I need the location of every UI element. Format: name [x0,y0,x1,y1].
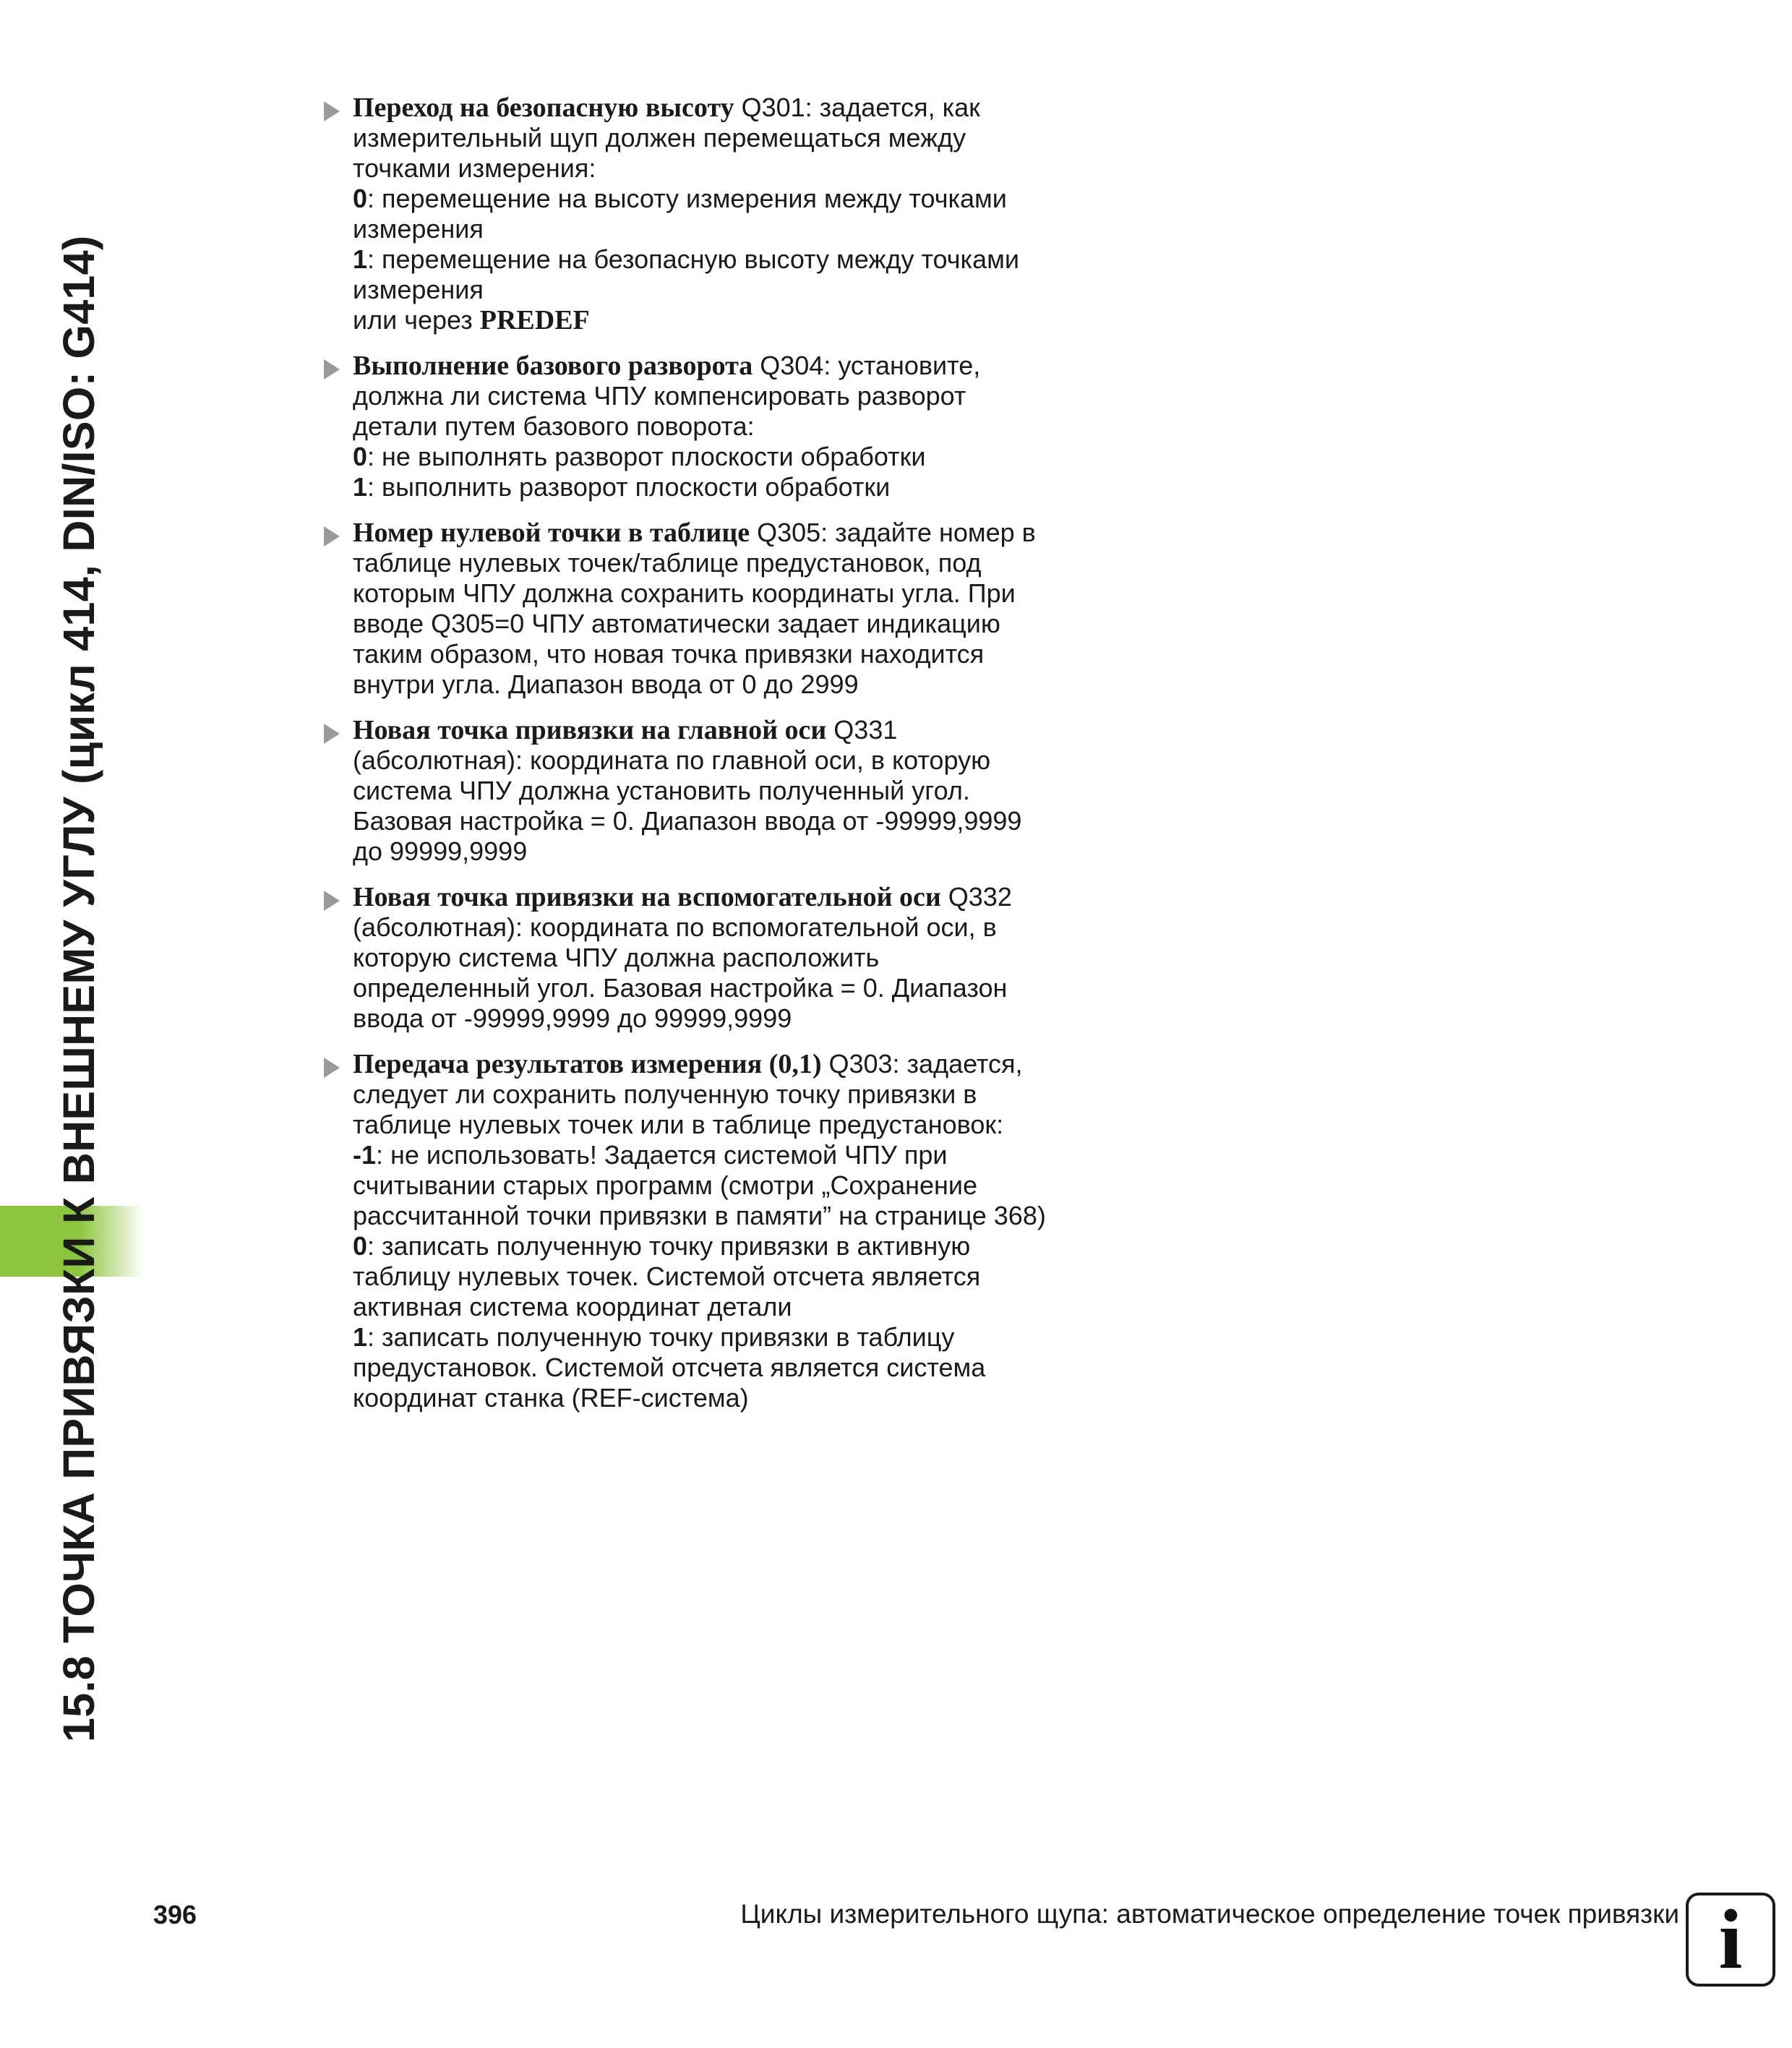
param-intro: (абсолютная): координата по вспомогательной оси, в которую система ЧПУ должна расположить определенный угол. Базовая настройка = 0. Диапазон ввода от -99999,9999 до 99999,9999 [353,912,1008,1033]
option-text: : перемещение на высоту измерения между точками измерения [353,184,1007,244]
info-glyph: i [1718,1892,1743,1987]
option-text: : записать полученную точку привязки в активную таблицу нулевых точек. Системой отсчета является активная система координат детали [353,1231,981,1321]
param-q331-text [353,715,1047,867]
option-0 [353,184,1047,244]
param-code: Q332 [940,882,1012,912]
param-intro: : задайте номер в таблице нулевых точек/таблице предустановок, под которым ЧПУ должна сохранить координаты угла. При вводе Q305=0 ЧПУ автоматически задает индикацию таким образом, что новая точка привязки находится внутри угла. Диапазон ввода от 0 до 2999 [353,518,1036,699]
param-q331 [324,715,1047,867]
param-q305-text [353,518,1047,700]
param-name: Выполнение базового разворота [353,351,753,381]
param-q332-text [353,882,1047,1034]
bullet-arrow-icon [324,101,340,121]
option-1 [353,1322,1047,1413]
option-1 [353,244,1047,305]
option-0 [353,442,1047,472]
option-text: : не выполнять разворот плоскости обработки [367,442,926,471]
option-key: 0 [353,442,368,471]
predef-prefix: или через [353,305,480,335]
param-intro: : установите, должна ли система ЧПУ компенсировать разворот детали путем базового поворота: [353,351,981,441]
param-q301-text [353,93,1047,184]
footer-chapter-title: Циклы измерительного щупа: автоматическое определение точек привязки [740,1899,1679,1929]
param-q304-text [353,351,1047,442]
param-name: Новая точка привязки на вспомогательной оси [353,882,941,912]
option-text: : записать полученную точку привязки в таблицу предустановок. Системой отсчета является система координат станка (REF-система) [353,1322,986,1413]
param-code: Q331 [826,715,898,745]
predef-keyword: PREDEF [479,305,590,335]
param-q303 [324,1049,1047,1413]
option-0 [353,1231,1047,1322]
param-q303-text [353,1049,1047,1140]
param-code: Q301 [734,93,805,122]
bullet-arrow-icon [324,359,340,380]
option-text: : выполнить разворот плоскости обработки [367,472,891,502]
param-name: Новая точка привязки на главной оси [353,715,827,745]
parameter-list [324,93,1047,1428]
param-intro: : задается, следует ли сохранить полученную точку привязки в таблице нулевых точек или в таблице предустановок: [353,1049,1023,1139]
option-key: 1 [353,472,368,502]
chapter-side-title: 15.8 ТОЧКА ПРИВЯЗКИ К ВНЕШНЕМУ УГЛУ (цикл 414, DIN/ISO: G414) [54,235,103,1742]
param-code: Q304 [753,351,824,380]
bullet-arrow-icon [324,526,340,547]
param-q305 [324,518,1047,700]
param-q301 [324,93,1047,335]
option-key: 1 [353,1322,368,1352]
option-key: 0 [353,184,368,213]
info-icon [1686,1893,1775,1987]
option-key: 0 [353,1231,368,1261]
param-q304 [324,351,1047,502]
param-intro: : задается, как измерительный щуп должен перемещаться между точками измерения: [353,93,980,183]
option-key: -1 [353,1140,377,1170]
param-name: Номер нулевой точки в таблице [353,518,750,548]
param-name: Передача результатов измерения (0,1) [353,1049,822,1079]
param-code: Q303 [821,1049,893,1079]
param-q332 [324,882,1047,1034]
option-text: : не использовать! Задается системой ЧПУ при считывании старых программ (смотри „Сохранение рассчитанной точки привязки в памяти” на странице 368) [353,1140,1046,1230]
bullet-arrow-icon [324,724,340,744]
bullet-arrow-icon [324,891,340,911]
param-name: Переход на безопасную высоту [353,93,734,123]
page-number: 396 [153,1900,197,1929]
option-1 [353,472,1047,502]
predef-line [353,305,1047,335]
param-intro: (абсолютная): координата по главной оси, в которую система ЧПУ должна установить полученный угол. Базовая настройка = 0. Диапазон ввода от -99999,9999 до 99999,9999 [353,745,1022,866]
option-minus-1 [353,1140,1047,1231]
param-code: Q305 [750,518,821,547]
option-text: : перемещение на безопасную высоту между точками измерения [353,244,1019,304]
bullet-arrow-icon [324,1058,340,1078]
option-key: 1 [353,244,368,274]
